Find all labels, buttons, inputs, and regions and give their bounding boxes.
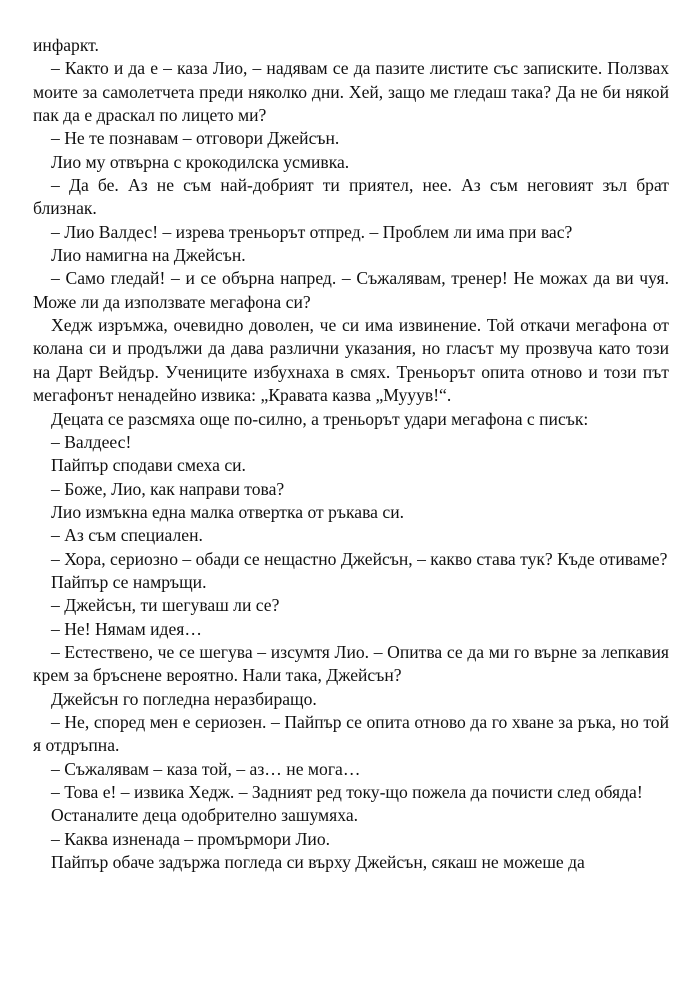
paragraph: Децата се разсмяха още по-силно, а треньорът удари мегафона с писък: — [51, 408, 589, 429]
paragraph: Лио му отвърна с крокодилска усмивка. — [51, 151, 350, 172]
paragraph: – Както и да е – каза Лио, – надявам се да пазите листите със записките. Ползвах моите за самолетчета преди няколко дни. Хей, защо ме гледаш така? Да не би някой пак да е драскал по лицето ми? — [33, 58, 669, 126]
paragraph: Хедж изръмжа, очевидно доволен, че си има извинение. Той откачи мегафона от колана си и продължи да дава различни указания, но гласът му прозвуча като този на Дарт Вейдър. Учениците избухнаха в смях. Треньорът опита отново и този път мегафонът ненадейно извика: „Кравата казва „Мууув!“. — [33, 315, 669, 406]
page-text — [33, 34, 669, 874]
paragraph: – Джейсън, ти шегуваш ли се? — [51, 595, 280, 616]
paragraph: – Не! Нямам идея… — [51, 618, 202, 639]
paragraph: Лио намигна на Джейсън. — [51, 245, 246, 266]
paragraph: – Валдеес! — [51, 431, 132, 452]
paragraph: – Не те познавам – отговори Джейсън. — [51, 128, 340, 149]
paragraph: Пайпър обаче задържа погледа си върху Джейсън, сякаш не можеше да — [51, 852, 585, 873]
paragraph: – Каква изненада – промърмори Лио. — [51, 828, 331, 849]
paragraph: Пайпър сподави смеха си. — [51, 455, 246, 476]
paragraph: – Хора, сериозно – обади се нещастно Джейсън, – какво става тук? Къде отиваме? — [51, 548, 668, 569]
paragraph: – Това е! – извика Хедж. – Задният ред току-що пожела да почисти след обяда! — [51, 782, 643, 802]
paragraph: – Боже, Лио, как направи това? — [51, 478, 285, 499]
paragraph: Пайпър се намръщи. — [51, 571, 207, 592]
paragraph: – Естествено, че се шегува – изсумтя Лио. – Опитва се да ми го върне за лепкавия крем за бръснене вероятно. Нали така, Джейсън? — [33, 641, 669, 686]
paragraph: – Аз съм специален. — [51, 525, 203, 546]
paragraph: Останалите деца одобрително зашумяха. — [51, 805, 359, 826]
paragraph: инфаркт. — [33, 35, 99, 55]
paragraph: – Лио Валдес! – изрева треньорът отпред. – Проблем ли има при вас? — [51, 221, 573, 242]
paragraph: – Да бе. Аз не съм най-добрият ти приятел, нее. Аз съм неговият зъл брат близнак. — [33, 175, 669, 219]
paragraph: Лио измъкна една малка отвертка от ръкава си. — [51, 501, 405, 522]
paragraph: – Само гледай! – и се обърна напред. – Съжалявам, тренер! Не можах да ви чуя. Може ли да използвате мегафона си? — [33, 268, 669, 312]
paragraph: – Не, според мен е сериозен. – Пайпър се опита отново да го хване за ръка, но той я отдръпна. — [33, 711, 669, 756]
paragraph: – Съжалявам – каза той, – аз… не мога… — [51, 758, 361, 779]
paragraph: Джейсън го погледна неразбиращо. — [51, 688, 317, 709]
